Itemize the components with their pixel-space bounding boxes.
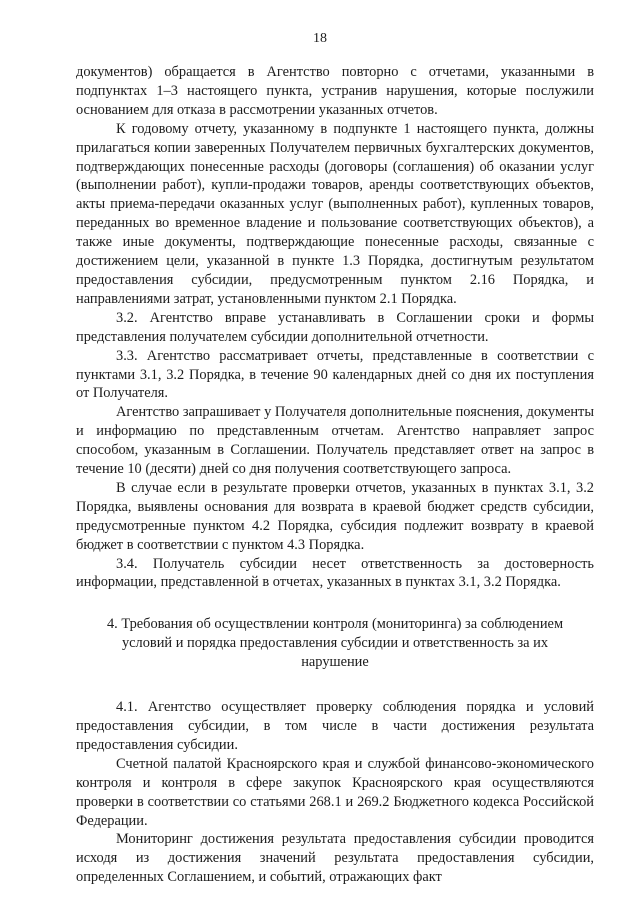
paragraph-3-4: 3.4. Получатель субсидии несет ответственность за достоверность информации, представленной в отчетах, указанных в пунктах 3.1, 3.2 Порядка.: [76, 555, 594, 591]
paragraph-continuation: документов) обращается в Агентство повторно с отчетами, указанными в подпунктах 1–3 настоящего пункта, устранив нарушения, которые послужили основанием для отказа в рассмотрении указанных отчетов.: [76, 64, 594, 118]
document-body: [76, 63, 594, 887]
paragraph-monitoring: Мониторинг достижения результата предоставления субсидии проводится исходя из достижения значений результата предоставления субсидии, определенных Соглашением, и событий, отражающих факт: [76, 831, 594, 886]
paragraph-4-1: 4.1. Агентство осуществляет проверку соблюдения порядка и условий предоставления субсидии, в том числе в части достижения результата предоставления субсидии.: [76, 699, 594, 753]
paragraph-3-2: 3.2. Агентство вправе устанавливать в Соглашении сроки и формы представления получателем субсидии дополнительной отчетности.: [76, 309, 594, 345]
page-number: 18: [313, 31, 327, 46]
paragraph-audit-chamber: Счетной палатой Красноярского края и службой финансово-экономического контроля и контроля в сфере закупок Красноярского края осуществляются проверки в соответствии со статьями 268.1 и 269.2 Бюджетного кодекса Российской Федерации.: [76, 755, 594, 829]
paragraph-agency-request: Агентство запрашивает у Получателя дополнительные пояснения, документы и информацию по представленным отчетам. Агентство направляет запрос способом, указанным в Соглашении. Получатель представляет ответ на запрос в течение 10 (десяти) дней со дня получения соответствующего запроса.: [76, 404, 594, 478]
section-heading-4: 4. Требования об осуществлении контроля (мониторинга) за соблюдением условий и порядка предоставления субсидии и ответственность за их нарушение: [106, 616, 564, 671]
paragraph-3-3: 3.3. Агентство рассматривает отчеты, представленные в соответствии с пунктами 3.1, 3.2 Порядка, в течение 90 календарных дней со дня их поступления от Получателя.: [76, 347, 594, 402]
paragraph-annual-report-attachments: К годовому отчету, указанному в подпункте 1 настоящего пункта, должны прилагаться копии заверенных Получателем первичных бухгалтерских документов, подтверждающих понесенные расходы (договоры (соглашения) об оказании услуг (выполнении работ), купли-продажи товаров, аренды соответствующих объектов, акты приема-передачи оказанных услуг (выполненных работ), купленных товаров, переданных во временное владение и пользование соответствующих объектов), а также иные документы, подтверждающие понесенные расходы, связанные с достижением цели, указанной в пункте 1.3 Порядка, достигнутым результатом предоставления субсидии, предусмотренным пунктом 2.16 Порядка, и направлениями затрат, установленными пунктом 2.1 Порядка.: [76, 120, 594, 307]
paragraph-refund-case: В случае если в результате проверки отчетов, указанных в пунктах 3.1, 3.2 Порядка, выявлены основания для возврата в краевой бюджет средств субсидии, предусмотренные пунктом 4.2 Порядка, субсидия подлежит возврату в краевой бюджет в соответствии с пунктом 4.3 Порядка.: [76, 479, 594, 553]
